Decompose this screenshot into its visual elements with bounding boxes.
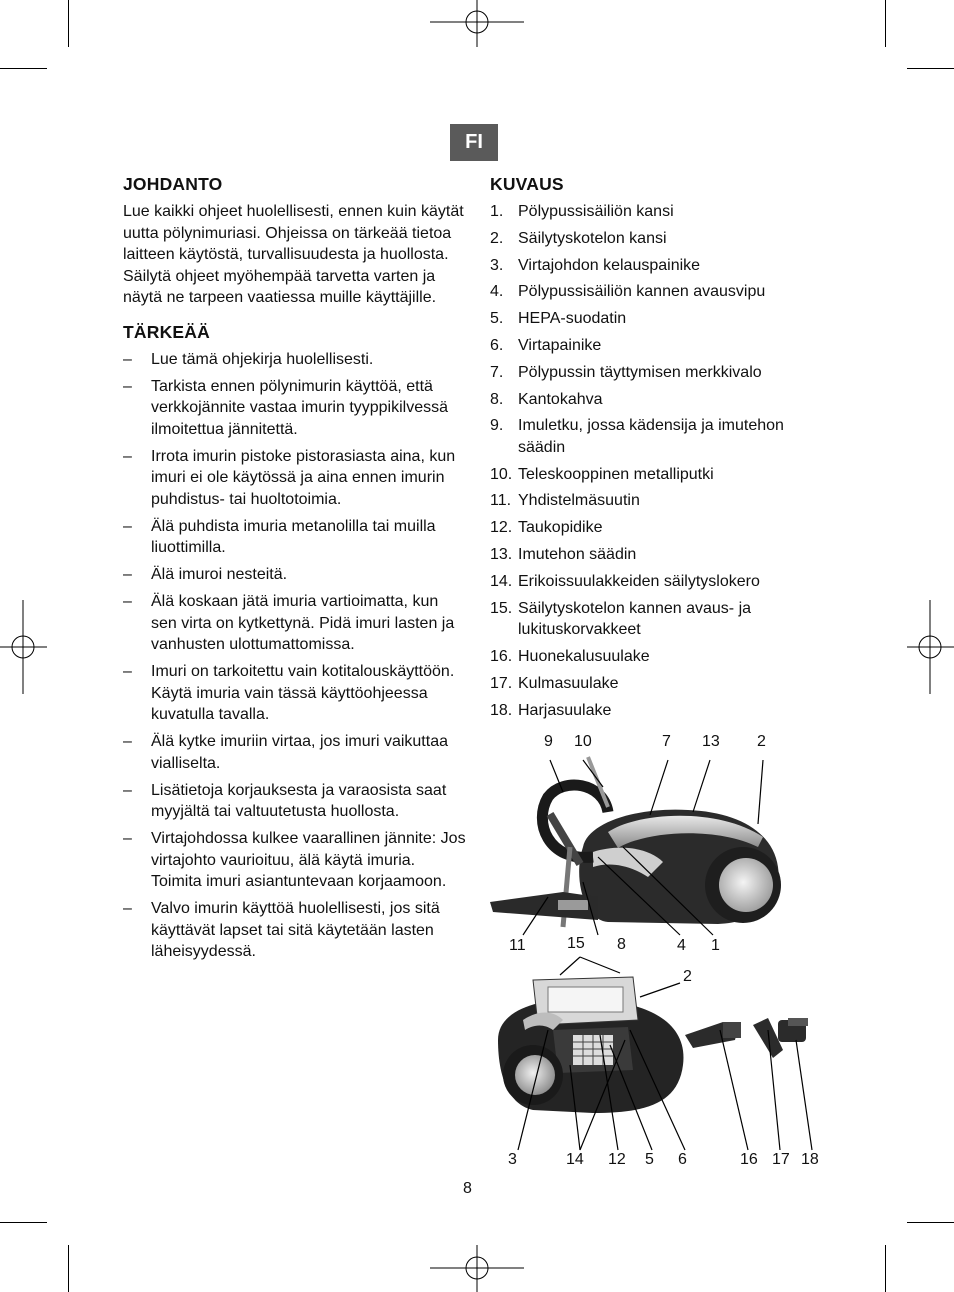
item-number: 5.: [490, 310, 504, 328]
item-number: 6.: [490, 336, 504, 354]
crop-mark: [0, 68, 47, 69]
callout-label: 5: [645, 1151, 654, 1168]
list-item: [490, 700, 830, 722]
callout-label: 16: [740, 1151, 758, 1168]
callout-label: 6: [678, 1151, 687, 1168]
registration-mark-top: [430, 0, 524, 47]
left-column: [123, 174, 468, 968]
item-text: Irrota imurin pistoke pistorasiasta aina, kun imuri ei ole käytössä ja aina ennen imurin puhdistus- tai huoltotoimia.: [151, 447, 456, 508]
list-item: [490, 571, 830, 593]
item-number: 13.: [490, 546, 513, 564]
callout-label: 2: [683, 968, 692, 985]
figure1-leader-lines: [488, 752, 793, 942]
item-text: Virtajohdossa kulkee vaarallinen jännite: Jos virtajohto vaurioituu, älä käytä imuria. Toimita imuri asiantuntevaan korjaamoon.: [151, 830, 466, 890]
item-number: 7.: [490, 363, 504, 381]
item-number: 1.: [490, 203, 504, 220]
item-number: 12.: [490, 519, 513, 537]
item-text: Pölypussisäiliön kansi: [518, 203, 674, 220]
callout-label: 13: [702, 733, 720, 750]
list-item: [123, 349, 468, 371]
item-text: Pölypussin täyttymisen merkkivalo: [518, 363, 762, 381]
item-text: Säilytyskotelon kansi: [518, 229, 667, 247]
item-text: Kulmasuulake: [518, 674, 619, 692]
item-text: Valvo imurin käyttöä huolellisesti, jos sitä käyttävät lapset tai sitä käytetään lasten läheisyydessä.: [151, 900, 440, 960]
list-item: [490, 415, 830, 458]
callout-label: 2: [757, 733, 766, 750]
item-text: Taukopidike: [518, 519, 603, 537]
list-item: [490, 464, 830, 486]
list-item: [123, 731, 468, 774]
callout-label: 14: [566, 1151, 584, 1168]
list-item: [123, 446, 468, 511]
item-text: Yhdistelmäsuutin: [518, 492, 640, 510]
item-text: Erikoissuulakkeiden säilytyslokero: [518, 572, 760, 590]
item-text: Älä koskaan jätä imuria vartioimatta, kun sen virta on kytkettynä. Pidä imuri lasten ja vanhusten ulottumattomissa.: [151, 593, 455, 653]
figure2-leader-lines: [500, 955, 820, 1155]
list-item: [490, 389, 830, 411]
dash-mark: –: [123, 900, 132, 917]
item-number: 18.: [490, 701, 513, 719]
registration-mark-bottom: [430, 1245, 524, 1292]
list-item: [123, 516, 468, 559]
important-list: [123, 349, 468, 963]
dash-mark: –: [123, 830, 132, 847]
crop-mark: [907, 68, 954, 69]
item-text: Älä kytke imuriin virtaa, jos imuri vaikuttaa vialliselta.: [151, 733, 448, 772]
item-number: 14.: [490, 572, 513, 590]
item-number: 9.: [490, 417, 504, 435]
registration-mark-left: [0, 600, 47, 694]
item-text: Virtajohdon kelauspainike: [518, 256, 701, 274]
list-item: [490, 490, 830, 512]
callout-label: 11: [509, 937, 526, 954]
item-text: Lue tämä ohjekirja huolellisesti.: [151, 350, 374, 368]
callout-label: 3: [508, 1151, 517, 1168]
list-item: [490, 673, 830, 695]
list-item: [490, 517, 830, 539]
callout-label: 18: [801, 1151, 819, 1168]
crop-mark: [907, 1222, 954, 1223]
crop-mark: [0, 1222, 47, 1223]
dash-mark: –: [123, 350, 132, 368]
dash-mark: –: [123, 733, 132, 750]
crop-mark: [68, 1245, 69, 1292]
list-item: [123, 661, 468, 726]
item-number: 15.: [490, 599, 513, 617]
dash-mark: –: [123, 377, 132, 395]
list-item: [123, 828, 468, 893]
dash-mark: –: [123, 781, 132, 799]
callout-label: 9: [544, 733, 553, 750]
important-heading: TÄRKEÄÄ: [123, 321, 210, 342]
item-text: Teleskooppinen metalliputki: [518, 465, 714, 483]
crop-mark: [885, 0, 886, 47]
list-item: [490, 335, 830, 357]
item-number: 17.: [490, 674, 513, 692]
dash-mark: –: [123, 517, 132, 535]
item-text: Tarkista ennen pölynimurin käyttöä, että verkkojännite vastaa imurin tyyppikilvessä ilmoitettua jännitettä.: [151, 377, 449, 438]
item-number: 3.: [490, 256, 504, 274]
callout-label: 7: [662, 733, 671, 750]
item-text: Imuri on tarkoitettu vain kotitalouskäyttöön. Käytä imuria vain tässä käyttöohjeessa kuvatulla tavalla.: [151, 663, 455, 723]
list-item: [123, 898, 468, 963]
page-number: 8: [463, 1180, 472, 1197]
item-number: 4.: [490, 283, 504, 301]
item-text: Säilytyskotelon kannen avaus- ja lukituskorvakkeet: [518, 599, 752, 639]
list-item: [490, 598, 830, 641]
item-number: 16.: [490, 647, 513, 665]
dash-mark: –: [123, 447, 132, 465]
registration-mark-right: [907, 600, 954, 694]
item-text: Pölypussisäiliön kannen avausvipu: [518, 283, 766, 301]
dash-mark: –: [123, 593, 132, 610]
list-item: [490, 228, 830, 250]
item-text: Kantokahva: [518, 390, 603, 408]
list-item: [490, 281, 830, 303]
right-column: [490, 174, 830, 726]
item-number: 8.: [490, 390, 504, 408]
item-text: Huonekalusuulake: [518, 647, 650, 665]
item-text: HEPA-suodatin: [518, 310, 627, 328]
list-item: [490, 308, 830, 330]
list-item: [123, 564, 468, 586]
list-item: [490, 646, 830, 668]
intro-heading: JOHDANTO: [123, 174, 223, 194]
item-text: Harjasuulake: [518, 701, 612, 719]
item-text: Virtapainike: [518, 336, 602, 354]
list-item: [490, 255, 830, 277]
list-item: [490, 544, 830, 566]
crop-mark: [885, 1245, 886, 1292]
callout-label: 1: [711, 937, 720, 954]
dash-mark: –: [123, 566, 132, 583]
callout-label: 15: [567, 935, 585, 952]
item-text: Älä puhdista imuria metanolilla tai muilla liuottimilla.: [151, 517, 436, 556]
item-number: 11.: [490, 492, 512, 510]
item-number: 10.: [490, 465, 513, 483]
intro-text: Lue kaikki ohjeet huolellisesti, ennen kuin käytät uutta pölynimuriasi. Ohjeissa on tärkeää tietoa laitteen käytöstä, turvallisuudesta ja huollosta. Säilytä ohjeet myöhempää tarvetta varten ja näytä ne tarpeen vaatiessa muille käyttäjille.: [123, 203, 464, 306]
item-text: Imuletku, jossa kädensija ja imutehon säädin: [518, 417, 784, 456]
item-text: Älä imuroi nesteitä.: [151, 566, 288, 583]
item-text: Imutehon säädin: [518, 546, 637, 564]
item-number: 2.: [490, 229, 504, 247]
item-text: Lisätietoja korjauksesta ja varaosista saat myyjältä tai valtuutetusta huollosta.: [151, 781, 447, 820]
dash-mark: –: [123, 663, 132, 680]
callout-label: 17: [772, 1151, 790, 1168]
callout-label: 4: [677, 937, 686, 954]
callout-label: 12: [608, 1151, 626, 1168]
list-item: [123, 780, 468, 823]
callout-label: 8: [617, 936, 626, 953]
language-badge: FI: [450, 124, 498, 161]
list-item: [123, 376, 468, 441]
callout-label: 10: [574, 733, 592, 750]
description-heading: KUVAUS: [490, 174, 564, 194]
crop-mark: [68, 0, 69, 47]
list-item: [490, 201, 830, 223]
list-item: [490, 362, 830, 384]
list-item: [123, 591, 468, 656]
parts-list: [490, 201, 830, 721]
